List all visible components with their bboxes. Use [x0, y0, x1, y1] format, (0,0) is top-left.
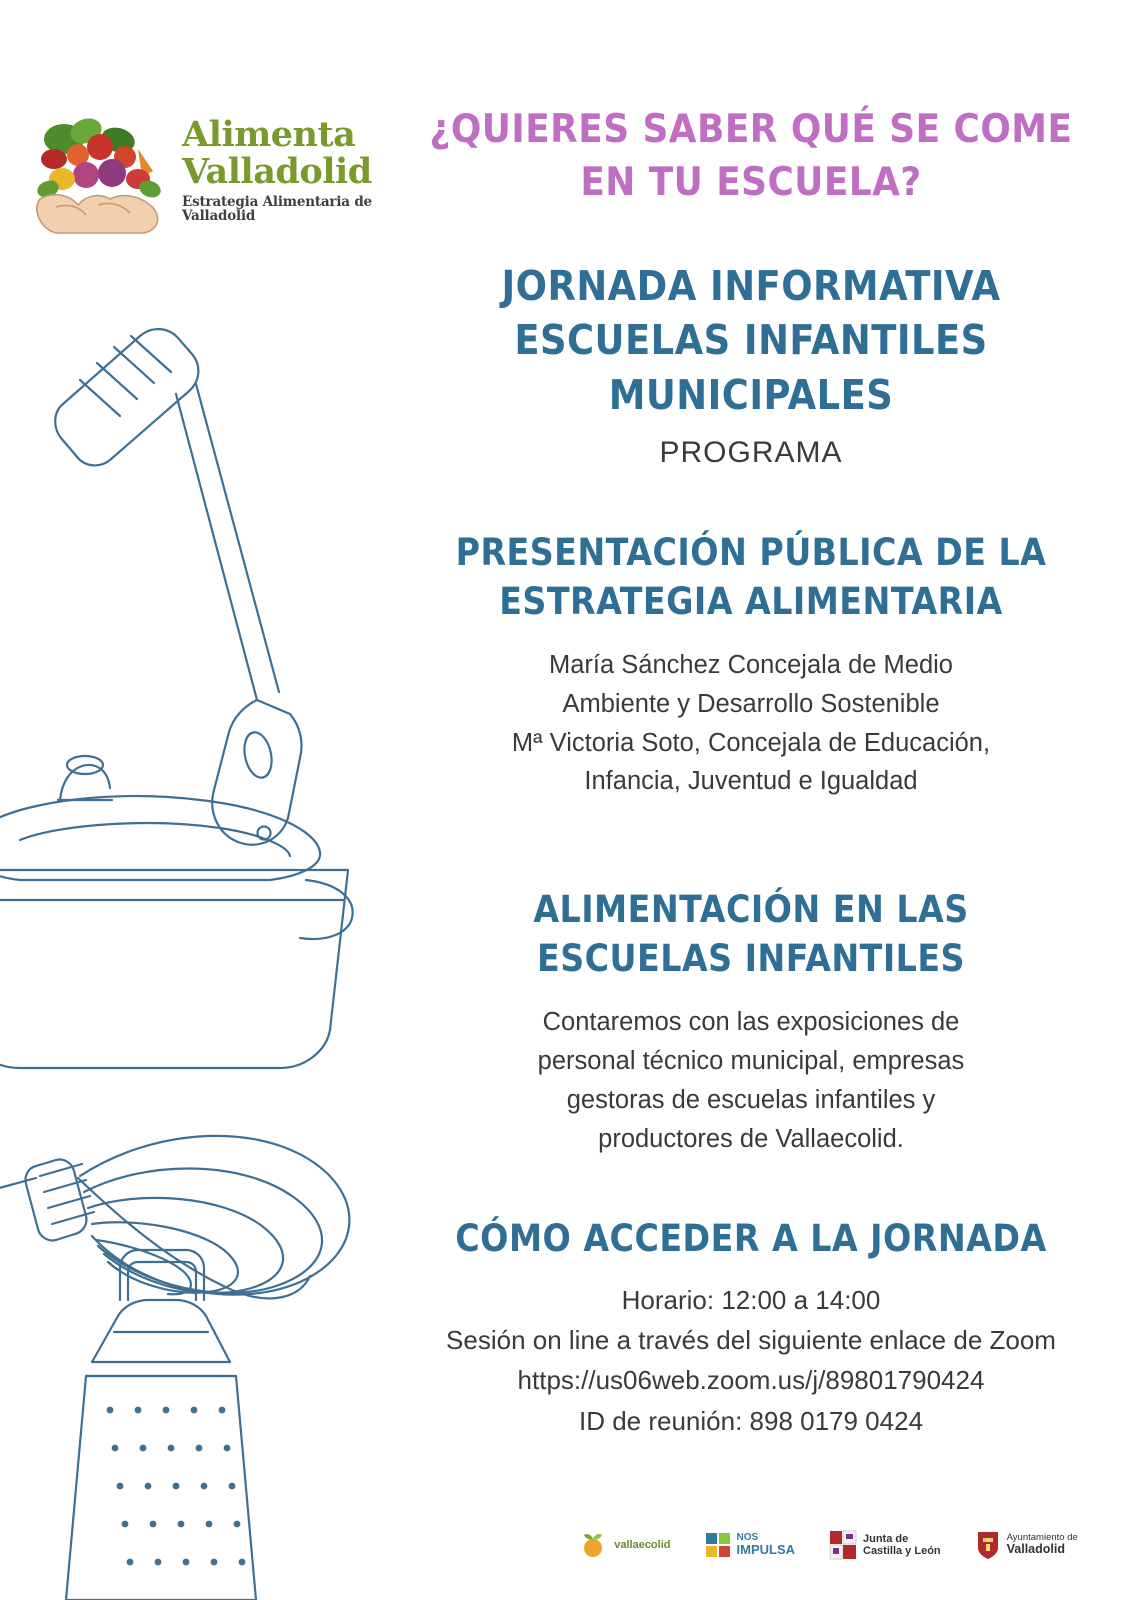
logo-vallaecolid-line1: vallaecolid: [614, 1538, 671, 1551]
body-line: productores de Vallaecolid.: [598, 1124, 904, 1153]
body-line: personal técnico municipal, empresas: [537, 1047, 965, 1076]
grater-holes-icon: [107, 1407, 246, 1566]
section-body-acceso: [395, 1280, 1107, 1441]
whisk-icon: [0, 1136, 349, 1299]
schedule-line: Horario: 12:00 a 14:00: [621, 1284, 881, 1315]
session-line: Sesión on line a través del siguiente enlace de Zoom: [446, 1324, 1056, 1355]
nos-impulsa-icon: [705, 1532, 731, 1558]
speaker-line: Ambiente y Desarrollo Sostenible: [562, 689, 940, 718]
logo-junta-line2: Castilla y León: [863, 1545, 941, 1557]
logo-nos-impulsa-line2: IMPULSA: [736, 1542, 795, 1558]
programa-label: PROGRAMA: [659, 435, 843, 469]
speaker-line: Infancia, Juventud e Igualdad: [584, 767, 918, 796]
alimenta-valladolid-logo: [16, 84, 376, 256]
logo-ayuntamiento-text: [1007, 1533, 1078, 1557]
logo-nos-impulsa-line1: NOS: [736, 1532, 759, 1544]
body-line: Contaremos con las exposiciones de: [542, 1008, 960, 1037]
section-body-alimentacion: [395, 1003, 1107, 1158]
section-heading-presentacion: PRESENTACIÓN PÚBLICA DE LA ESTRATEGIA ALIMENTARIA: [455, 530, 1047, 623]
vegetables-basket-icon: [26, 95, 176, 245]
zoom-link[interactable]: https://us06web.zoom.us/j/89801790424: [517, 1365, 985, 1396]
speaker-line: Mª Victoria Soto, Concejala de Educación,: [511, 728, 991, 757]
poster-content: [395, 0, 1107, 1441]
logo-ayto-line2: Valladolid: [1006, 1542, 1065, 1557]
logo-nos-impulsa-text: [737, 1532, 796, 1557]
junta-shield-icon: [829, 1530, 857, 1560]
logo-junta-line1: Junta de: [863, 1532, 909, 1545]
footer-logos: [525, 1490, 1131, 1600]
grater-icon: [66, 1250, 256, 1600]
logo-brand-line1: Alimenta: [182, 114, 356, 155]
spatula-icon: [55, 329, 301, 845]
logo-tagline: Estrategia Alimentaria de Valladolid: [182, 194, 372, 224]
speaker-line: María Sánchez Concejala de Medio: [549, 651, 953, 680]
ayuntamiento-shield-icon: [975, 1530, 1001, 1560]
logo-vallaecolid: [578, 1530, 670, 1560]
logo-ayuntamiento-valladolid: [975, 1530, 1078, 1560]
apple-leaf-icon: [578, 1530, 608, 1560]
logo-brand-line2: Valladolid: [182, 151, 372, 192]
pot-icon: [0, 756, 353, 1068]
logo-vallaecolid-text: [614, 1539, 670, 1551]
body-line: gestoras de escuelas infantiles y: [566, 1085, 936, 1114]
page-title: JORNADA INFORMATIVA ESCUELAS INFANTILES MUNICIPALES: [501, 262, 1001, 419]
logo-junta-castilla-y-leon: [829, 1530, 941, 1560]
section-body-presentacion: [395, 646, 1107, 801]
logo-ayto-line1: Ayuntamiento de: [1006, 1531, 1078, 1543]
section-heading-alimentacion: ALIMENTACIÓN EN LAS ESCUELAS INFANTILES: [533, 888, 969, 981]
section-heading-acceso: CÓMO ACCEDER A LA JORNADA: [455, 1217, 1047, 1261]
logo-nos-impulsa: [705, 1532, 796, 1558]
meeting-id: ID de reunión: 898 0179 0424: [578, 1405, 924, 1436]
logo-junta-text: [863, 1533, 941, 1557]
poster-headline: ¿QUIERES SABER QUÉ SE COME EN TU ESCUELA?: [429, 107, 1073, 205]
